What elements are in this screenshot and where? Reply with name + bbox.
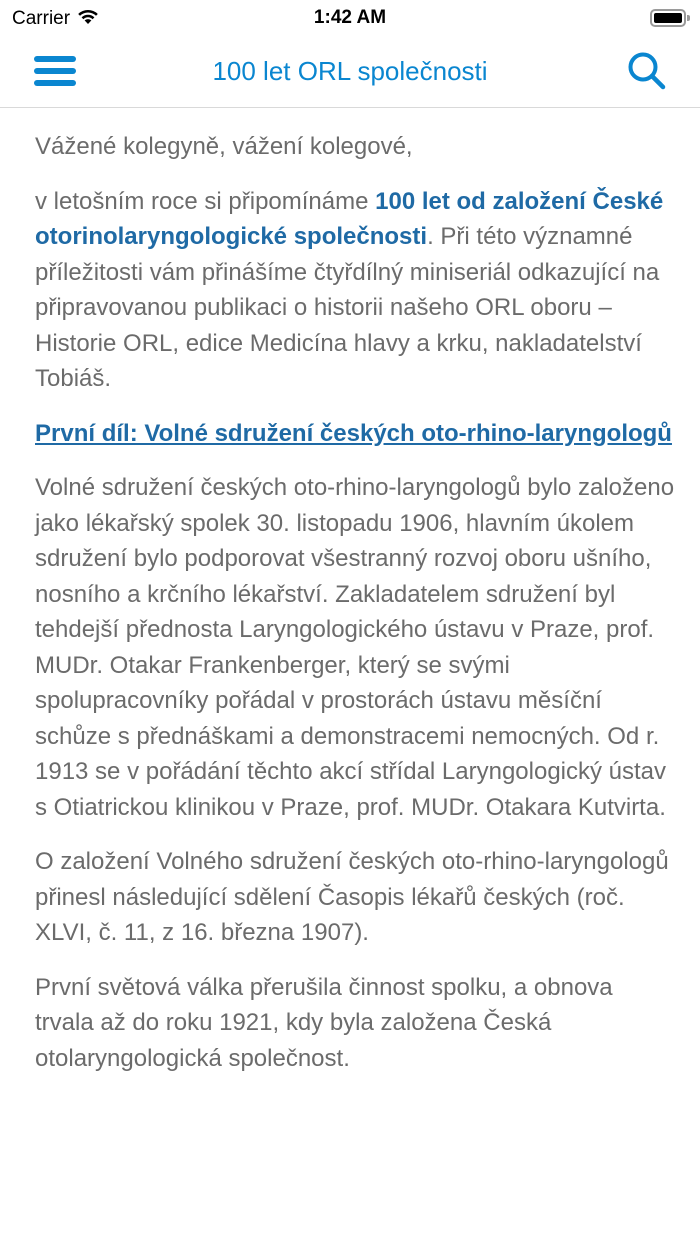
- intro-text-before: v letošním roce si připomínáme: [35, 187, 376, 215]
- hamburger-menu-icon: [34, 56, 76, 62]
- intro-paragraph: [35, 184, 675, 397]
- intro-text-after: . Při této významné příležitosti vám přinášíme čtyřdílný miniseriál odkazující na připravovanou publikaci o historii našeho ORL oboru – Historie ORL, edice Medicína hlavy a krku, nakladatelství Tobiáš.: [35, 223, 660, 392]
- battery-full-icon: [650, 8, 690, 28]
- status-bar: [0, 0, 700, 38]
- search-button[interactable]: [626, 50, 668, 92]
- page-title: 100 let ORL společnosti: [212, 56, 488, 86]
- anniversary-highlight: 100 let od založení České otorinolaryngologické společnosti: [35, 187, 664, 250]
- carrier-label: Carrier: [12, 8, 71, 29]
- paragraph-war-interruption: První světová válka přerušila činnost spolku, a obnova trvala až do roku 1921, kdy byla založena Česká otolaryngologická společnost.: [35, 973, 613, 1072]
- greeting-text: Vážené kolegyně, vážení kolegové,: [35, 133, 413, 160]
- navigation-bar: [0, 38, 700, 108]
- clock: 1:42 AM: [313, 7, 387, 28]
- section-link-first-part[interactable]: První díl: Volné sdružení českých oto-rhino-laryngologů: [35, 419, 672, 447]
- paragraph-founding-announcement: O založení Volného sdružení českých oto-rhino-laryngologů přinesl následující sdělení Časopis lékařů českých (roč. XLVI, č. 11, z 16. března 1907).: [35, 848, 669, 946]
- menu-button[interactable]: [34, 54, 76, 88]
- paragraph-history: Volné sdružení českých oto-rhino-laryngologů bylo založeno jako lékařský spolek 30. listopadu 1906, hlavním úkolem sdružení bylo podporovat všestranný rozvoj oboru ušního, nosního a krčního lékařství. Zakladatelem sdružení byl tehdejší přednosta Laryngologického ústavu v Praze, prof. MUDr. Otakar Frankenberger, který se svými spolupracovníky pořádal v prostorách ústavu měsíční schůze s přednáškami a demonstracemi nemocných. Od r. 1913 se v pořádání těchto akcí střídal Laryngologický ústav s Otiatrickou klinikou v Praze, prof. MUDr. Otakara Kutvirta.: [35, 474, 675, 821]
- search-icon: [626, 50, 668, 92]
- hamburger-menu-line: [34, 68, 76, 74]
- hamburger-menu-line: [34, 80, 76, 86]
- article-content: [35, 108, 675, 1076]
